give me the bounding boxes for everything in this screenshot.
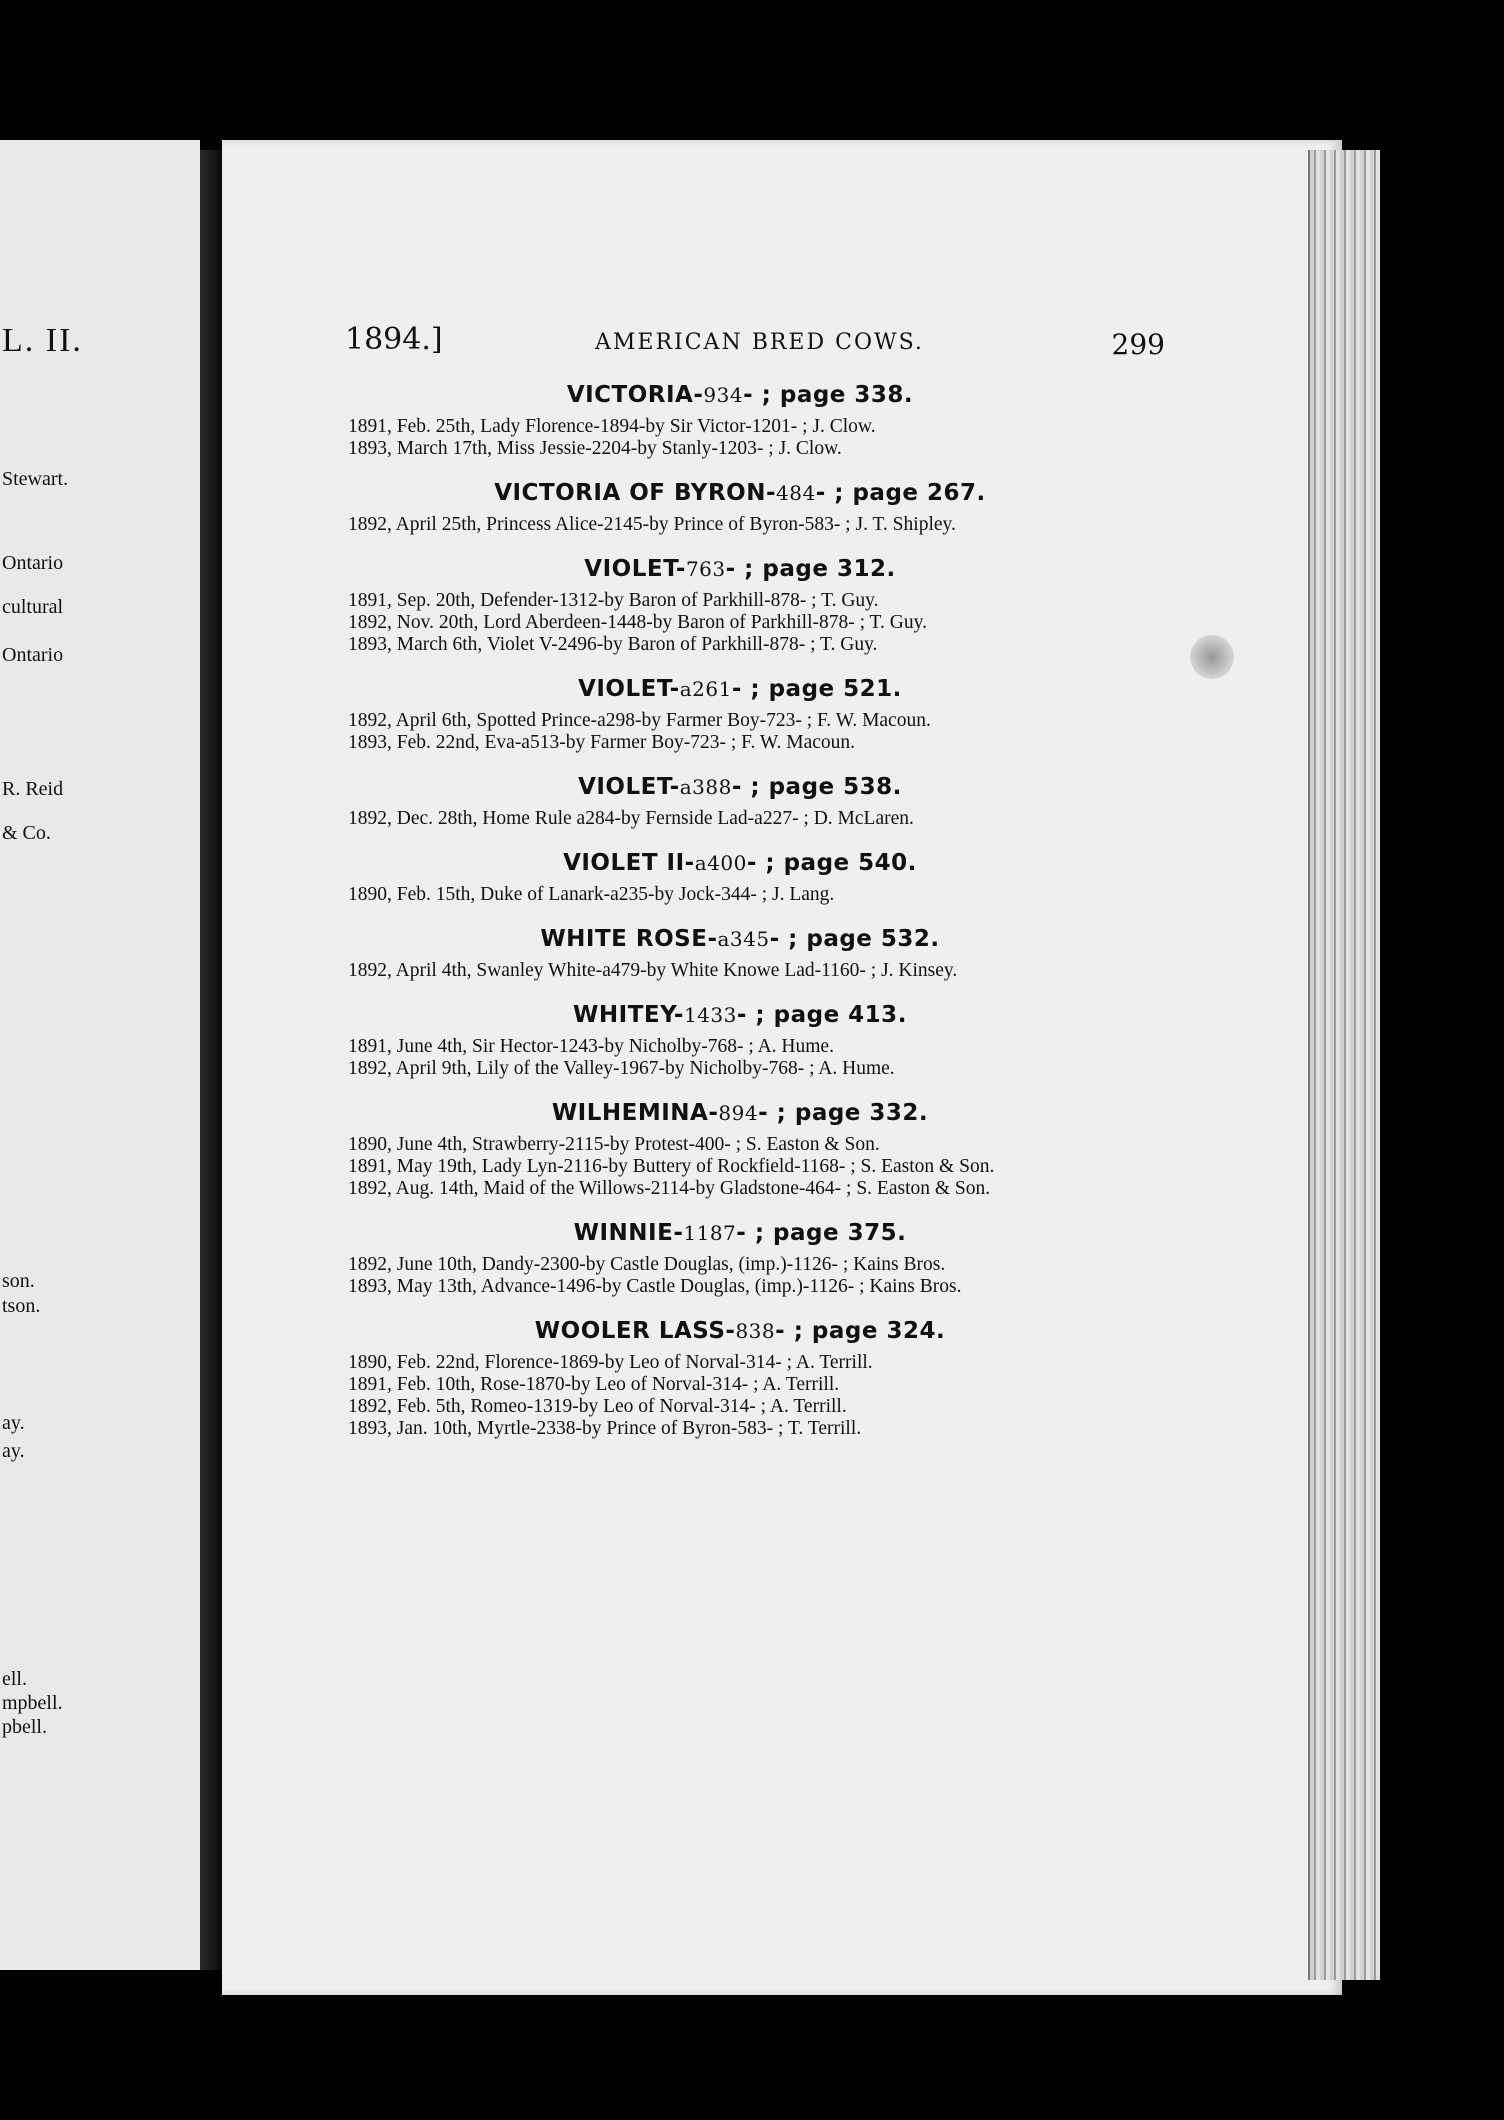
calving-record: 1891, Feb. 25th, Lady Florence-1894-by Sir Victor-1201- ; J. Clow. xyxy=(348,416,876,437)
running-head xyxy=(345,322,1165,362)
cow-name: VIOLET II xyxy=(563,850,685,876)
page-reference: page 532. xyxy=(806,926,940,952)
header-year: 1894.] xyxy=(345,322,443,357)
left-fragment: R. Reid xyxy=(2,778,64,800)
registry-number: 838 xyxy=(735,1319,776,1343)
left-fragment: ay. xyxy=(2,1440,25,1462)
calving-record: 1891, June 4th, Sir Hector-1243-by Nicholby-768- ; A. Hume. xyxy=(348,1036,834,1057)
registry-number: 1187 xyxy=(683,1221,737,1245)
page-reference: page 375. xyxy=(773,1220,907,1246)
page-reference: page 312. xyxy=(762,556,896,582)
calving-record: 1892, April 4th, Swanley White-a479-by White Knowe Lad-1160- ; J. Kinsey. xyxy=(348,960,958,981)
registry-number: a345 xyxy=(717,927,770,951)
entry-heading: VICTORIA-934- ; page 338. xyxy=(566,382,914,408)
entry-heading: WHITEY-1433- ; page 413. xyxy=(573,1002,907,1028)
left-fragment: pbell. xyxy=(2,1716,47,1738)
cow-entry xyxy=(340,774,1140,830)
registry-number: 484 xyxy=(776,481,816,505)
calving-record: 1892, June 10th, Dandy-2300-by Castle Douglas, (imp.)-1126- ; Kains Bros. xyxy=(348,1254,946,1275)
cow-name: WINNIE xyxy=(573,1220,674,1246)
calving-record: 1892, April 25th, Princess Alice-2145-by Prince of Byron-583- ; J. T. Shipley. xyxy=(348,514,956,535)
registry-number: a388 xyxy=(679,775,732,799)
page-reference: page 338. xyxy=(779,382,914,408)
entries-list xyxy=(340,382,1140,1460)
left-fragment: ell. xyxy=(2,1668,27,1690)
cow-entry xyxy=(340,676,1140,754)
left-fragment: & Co. xyxy=(2,822,51,844)
left-fragment: son. xyxy=(2,1270,35,1292)
calving-record: 1892, April 6th, Spotted Prince-a298-by Farmer Boy-723- ; F. W. Macoun. xyxy=(348,710,931,731)
ink-smudge xyxy=(1190,635,1234,679)
calving-record: 1892, Nov. 20th, Lord Aberdeen-1448-by Baron of Parkhill-878- ; T. Guy. xyxy=(348,612,927,633)
cow-entry xyxy=(340,850,1140,906)
book-gutter xyxy=(200,150,222,1970)
volume-label: L. II. xyxy=(2,322,83,359)
cow-name: WOOLER LASS xyxy=(534,1318,726,1344)
left-fragment: Ontario xyxy=(2,644,64,666)
page-reference: page 324. xyxy=(811,1318,946,1344)
cow-name: VIOLET xyxy=(584,556,676,582)
registry-number: 934 xyxy=(703,383,744,407)
page-reference: page 538. xyxy=(768,774,902,800)
left-fragment: mpbell. xyxy=(2,1692,63,1714)
calving-record: 1893, May 13th, Advance-1496-by Castle Douglas, (imp.)-1126- ; Kains Bros. xyxy=(348,1276,962,1297)
registry-number: 894 xyxy=(718,1101,759,1125)
entry-heading: VIOLET II-a400- ; page 540. xyxy=(563,850,917,876)
calving-record: 1891, May 19th, Lady Lyn-2116-by Buttery of Rockfield-1168- ; S. Easton & Son. xyxy=(348,1156,995,1177)
calving-record: 1892, Dec. 28th, Home Rule a284-by Fernside Lad-a227- ; D. McLaren. xyxy=(348,808,914,829)
header-title: AMERICAN BRED COWS. xyxy=(595,330,924,355)
registry-number: a261 xyxy=(679,677,732,701)
page-number: 299 xyxy=(1111,328,1165,361)
cow-entry xyxy=(340,556,1140,656)
calving-record: 1892, April 9th, Lily of the Valley-1967-by Nicholby-768- ; A. Hume. xyxy=(348,1058,895,1079)
page-edges xyxy=(1308,150,1380,1980)
left-fragment: tson. xyxy=(2,1295,41,1317)
cow-entry xyxy=(340,480,1140,536)
cow-entry xyxy=(340,1318,1140,1440)
cow-name: WHITEY xyxy=(573,1002,674,1028)
left-fragment: cultural xyxy=(2,596,64,618)
cow-name: WILHEMINA xyxy=(551,1100,709,1126)
calving-record: 1892, Aug. 14th, Maid of the Willows-2114-by Gladstone-464- ; S. Easton & Son. xyxy=(348,1178,991,1199)
calving-record: 1892, Feb. 5th, Romeo-1319-by Leo of Norval-314- ; A. Terrill. xyxy=(348,1396,847,1417)
page-reference: page 540. xyxy=(783,850,917,876)
cow-entry xyxy=(340,382,1140,460)
cow-entry xyxy=(340,926,1140,982)
cow-entry xyxy=(340,1002,1140,1080)
cow-name: VICTORIA OF BYRON xyxy=(494,480,766,506)
page-reference: page 521. xyxy=(768,676,902,702)
left-fragment: Ontario xyxy=(2,552,64,574)
page-reference: page 332. xyxy=(794,1100,929,1126)
entry-heading: WOOLER LASS-838- ; page 324. xyxy=(534,1318,946,1344)
calving-record: 1893, March 17th, Miss Jessie-2204-by Stanly-1203- ; J. Clow. xyxy=(348,438,842,459)
registry-number: a400 xyxy=(694,851,747,875)
entry-heading: VIOLET-a261- ; page 521. xyxy=(578,676,902,702)
left-page xyxy=(0,140,200,1970)
page-reference: page 267. xyxy=(852,480,986,506)
cow-name: VIOLET xyxy=(578,774,670,800)
entry-heading: VIOLET-763- ; page 312. xyxy=(584,556,896,582)
entry-heading: VICTORIA OF BYRON-484- ; page 267. xyxy=(494,480,986,506)
calving-record: 1891, Feb. 10th, Rose-1870-by Leo of Norval-314- ; A. Terrill. xyxy=(348,1374,840,1395)
cow-name: VICTORIA xyxy=(566,382,694,408)
entry-heading: WILHEMINA-894- ; page 332. xyxy=(551,1100,929,1126)
calving-record: 1893, March 6th, Violet V-2496-by Baron of Parkhill-878- ; T. Guy. xyxy=(348,634,878,655)
cow-name: VIOLET xyxy=(578,676,670,702)
calving-record: 1890, June 4th, Strawberry-2115-by Protest-400- ; S. Easton & Son. xyxy=(348,1134,880,1155)
calving-record: 1890, Feb. 15th, Duke of Lanark-a235-by Jock-344- ; J. Lang. xyxy=(348,884,835,905)
entry-heading: WHITE ROSE-a345- ; page 532. xyxy=(540,926,940,952)
calving-record: 1890, Feb. 22nd, Florence-1869-by Leo of Norval-314- ; A. Terrill. xyxy=(348,1352,873,1373)
cow-entry xyxy=(340,1220,1140,1298)
cow-name: WHITE ROSE xyxy=(540,926,708,952)
left-fragment: ay. xyxy=(2,1412,25,1434)
registry-number: 763 xyxy=(685,557,726,581)
cow-entry xyxy=(340,1100,1140,1200)
calving-record: 1893, Feb. 22nd, Eva-a513-by Farmer Boy-723- ; F. W. Macoun. xyxy=(348,732,855,753)
page-reference: page 413. xyxy=(773,1002,907,1028)
registry-number: 1433 xyxy=(683,1003,737,1027)
left-fragment: Stewart. xyxy=(2,468,69,490)
calving-record: 1893, Jan. 10th, Myrtle-2338-by Prince of Byron-583- ; T. Terrill. xyxy=(348,1418,862,1439)
entry-heading: WINNIE-1187- ; page 375. xyxy=(573,1220,907,1246)
calving-record: 1891, Sep. 20th, Defender-1312-by Baron of Parkhill-878- ; T. Guy. xyxy=(348,590,879,611)
entry-heading: VIOLET-a388- ; page 538. xyxy=(578,774,902,800)
